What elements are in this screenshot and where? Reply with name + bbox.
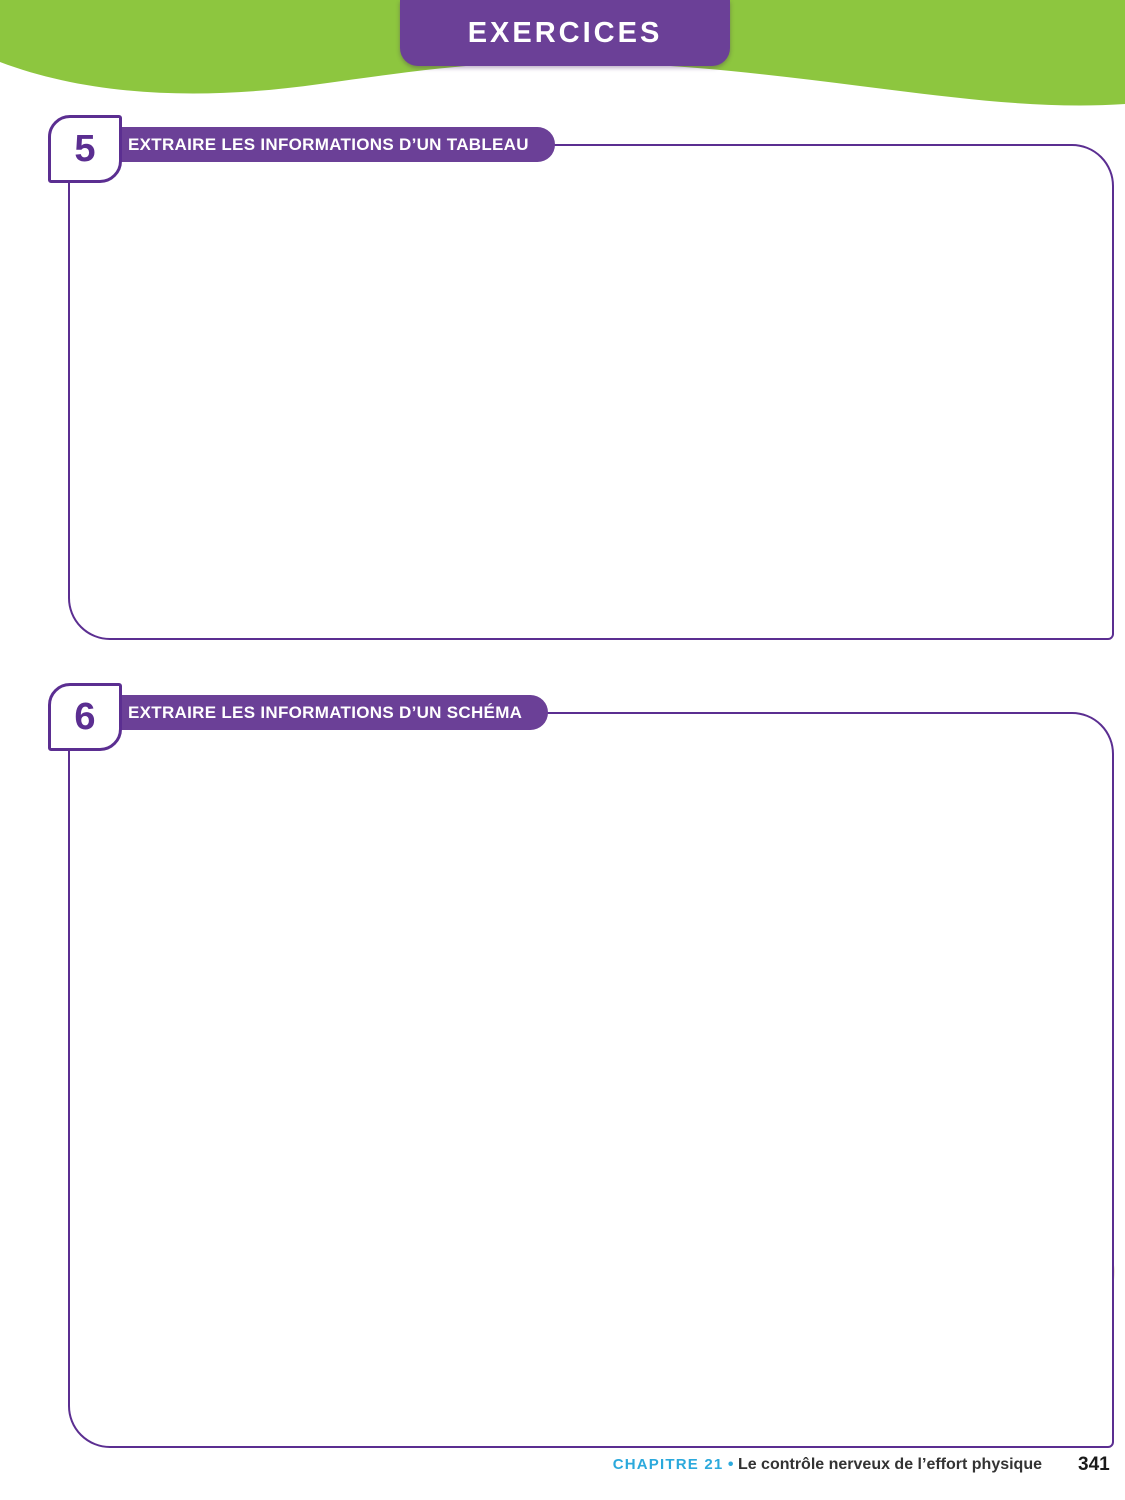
exercise5-box xyxy=(68,144,1114,640)
chapter-label: CHAPITRE 21 xyxy=(612,1456,724,1473)
exercise5-skill-label: EXTRAIRE LES INFORMATIONS D’UN TABLEAU xyxy=(128,135,529,154)
page-footer xyxy=(0,1456,1042,1474)
exercise5-number: 5 xyxy=(74,127,96,170)
exercise6-box xyxy=(68,712,1114,1448)
footer-separator: • xyxy=(727,1456,734,1473)
exercise5-skill-pill xyxy=(98,127,555,162)
exercise5-number-badge xyxy=(48,115,122,183)
chapter-title: Le contrôle nerveux de l’effort physique xyxy=(737,1456,1042,1473)
exercises-banner xyxy=(400,0,730,66)
exercise6-number: 6 xyxy=(74,695,96,738)
banner-title: EXERCICES xyxy=(467,16,663,49)
exercise6-skill-pill xyxy=(98,695,548,730)
exercise6-number-badge xyxy=(48,683,122,751)
exercise6-skill-label: EXTRAIRE LES INFORMATIONS D’UN SCHÉMA xyxy=(128,703,523,722)
page-number: 341 xyxy=(1078,1454,1110,1475)
